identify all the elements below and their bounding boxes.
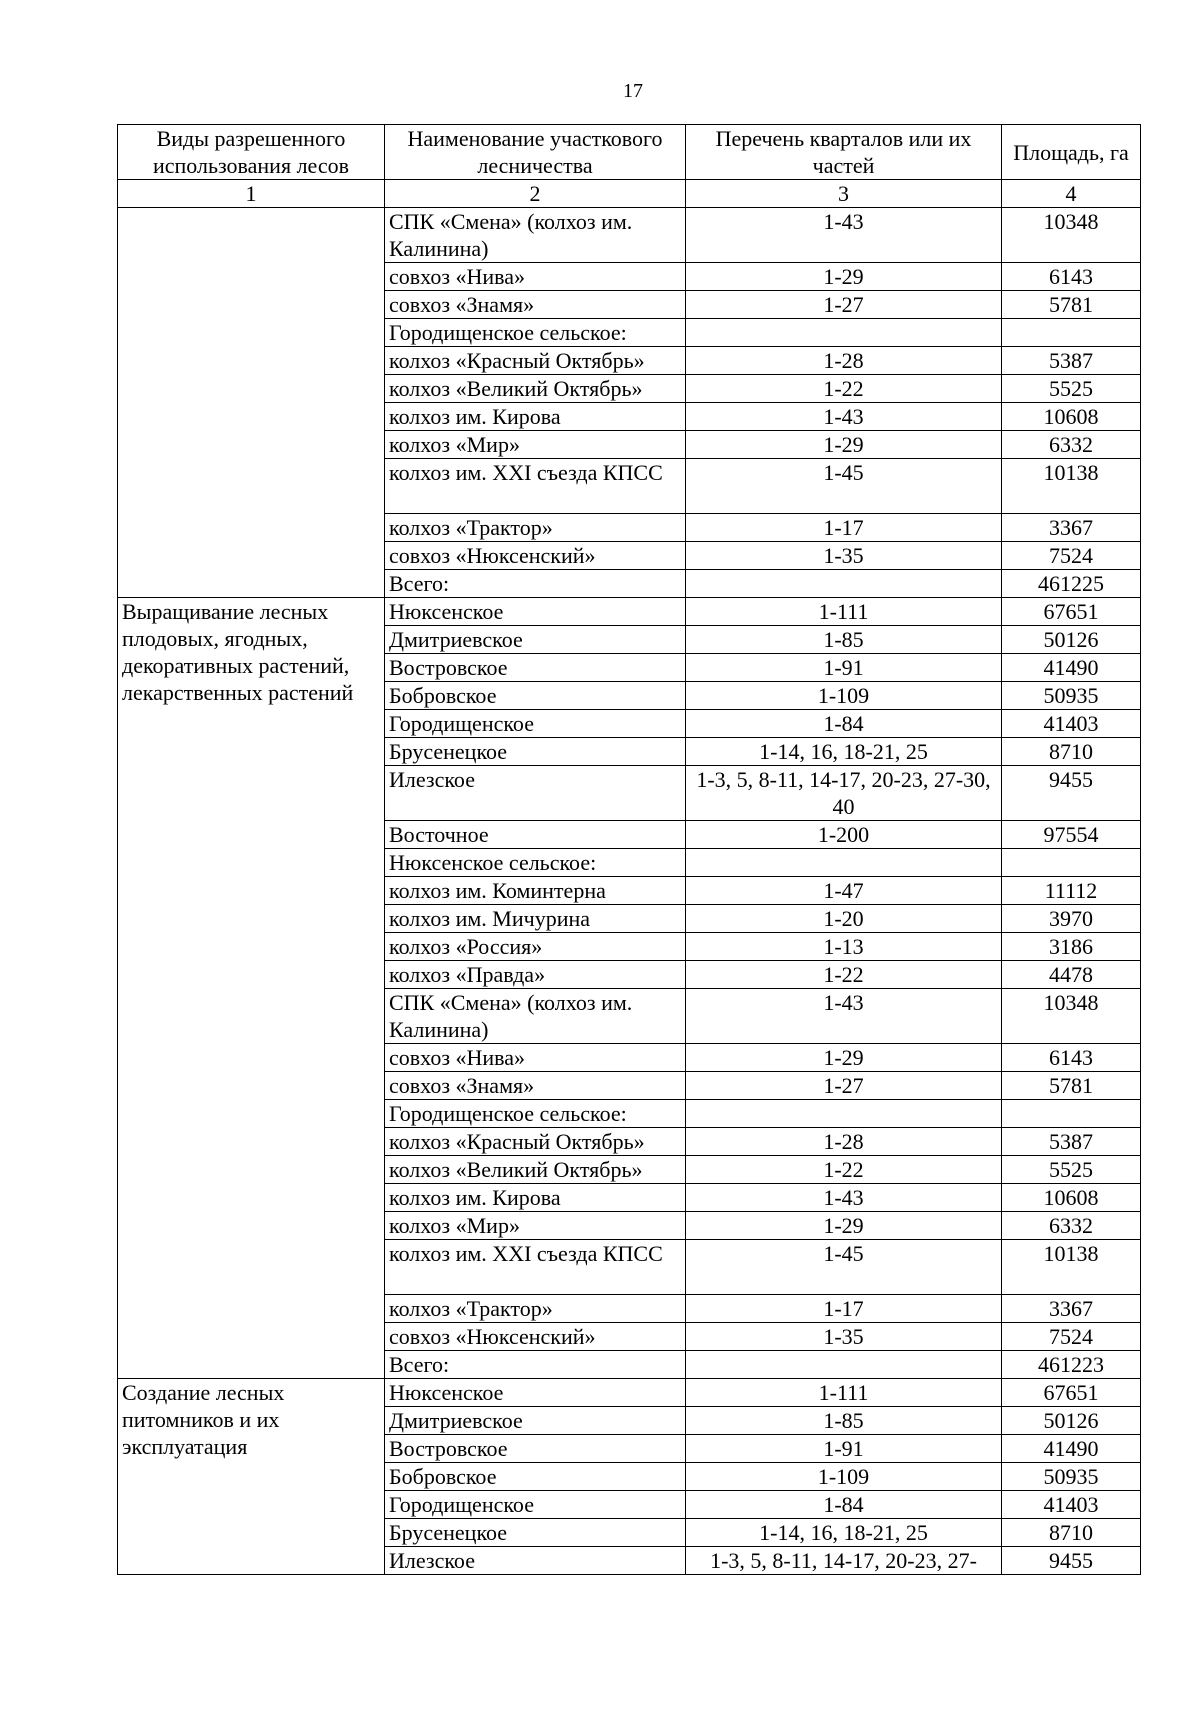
forestry-name-cell: Городищенское сельское: bbox=[385, 319, 686, 347]
quarters-cell: 1-84 bbox=[686, 710, 1002, 738]
area-cell bbox=[1002, 319, 1141, 347]
area-cell: 10348 bbox=[1002, 208, 1141, 263]
quarters-cell: 1-17 bbox=[686, 1295, 1002, 1323]
quarters-cell: 1-20 bbox=[686, 905, 1002, 933]
area-cell: 6332 bbox=[1002, 1212, 1141, 1240]
quarters-cell: 1-22 bbox=[686, 961, 1002, 989]
forestry-name-cell: Нюксенское bbox=[385, 1379, 686, 1407]
forestry-name-cell: Городищенское сельское: bbox=[385, 1100, 686, 1128]
forestry-name-cell: колхоз им. Кирова bbox=[385, 403, 686, 431]
column-number: 3 bbox=[686, 180, 1002, 208]
area-cell: 6143 bbox=[1002, 1044, 1141, 1072]
quarters-cell: 1-27 bbox=[686, 291, 1002, 319]
quarters-cell: 1-35 bbox=[686, 1323, 1002, 1351]
area-cell: 8710 bbox=[1002, 738, 1141, 766]
area-cell: 3186 bbox=[1002, 933, 1141, 961]
forestry-name-cell: совхоз «Нива» bbox=[385, 1044, 686, 1072]
forestry-name-cell: совхоз «Знамя» bbox=[385, 1072, 686, 1100]
area-cell: 6332 bbox=[1002, 431, 1141, 459]
quarters-cell: 1-17 bbox=[686, 514, 1002, 542]
forestry-name-cell: совхоз «Знамя» bbox=[385, 291, 686, 319]
forestry-name-cell: колхоз «Россия» bbox=[385, 933, 686, 961]
area-cell: 5387 bbox=[1002, 1128, 1141, 1156]
area-cell: 8710 bbox=[1002, 1519, 1141, 1547]
quarters-cell: 1-29 bbox=[686, 263, 1002, 291]
area-cell: 5781 bbox=[1002, 291, 1141, 319]
forestry-name-cell: колхоз «Трактор» bbox=[385, 1295, 686, 1323]
forestry-name-cell: Востровское bbox=[385, 1435, 686, 1463]
quarters-cell: 1-43 bbox=[686, 1184, 1002, 1212]
header-cell-use: Виды разрешенного использования лесов bbox=[118, 125, 385, 180]
quarters-cell: 1-91 bbox=[686, 1435, 1002, 1463]
area-cell: 50126 bbox=[1002, 626, 1141, 654]
area-cell: 41490 bbox=[1002, 1435, 1141, 1463]
quarters-cell: 1-43 bbox=[686, 403, 1002, 431]
area-cell: 10138 bbox=[1002, 459, 1141, 514]
page-number: 17 bbox=[623, 80, 643, 102]
forestry-name-cell: Востровское bbox=[385, 654, 686, 682]
quarters-cell: 1-111 bbox=[686, 1379, 1002, 1407]
header-row bbox=[118, 125, 1141, 180]
area-cell: 10348 bbox=[1002, 989, 1141, 1044]
forestry-name-cell: Илезское bbox=[385, 1547, 686, 1575]
table-row bbox=[118, 208, 1141, 263]
forestry-name-cell: колхоз им. Мичурина bbox=[385, 905, 686, 933]
quarters-cell: 1-29 bbox=[686, 431, 1002, 459]
forestry-name-cell: Брусенецкое bbox=[385, 738, 686, 766]
forestry-name-cell: совхоз «Нюксенский» bbox=[385, 542, 686, 570]
quarters-cell: 1-43 bbox=[686, 208, 1002, 263]
quarters-cell: 1-43 bbox=[686, 989, 1002, 1044]
forestry-name-cell: СПК «Смена» (колхоз им. Калинина) bbox=[385, 208, 686, 263]
quarters-cell bbox=[686, 319, 1002, 347]
quarters-cell bbox=[686, 570, 1002, 598]
quarters-cell: 1-27 bbox=[686, 1072, 1002, 1100]
forestry-name-cell: колхоз им. XXI съезда КПСС bbox=[385, 1240, 686, 1295]
quarters-cell: 1-200 bbox=[686, 821, 1002, 849]
area-cell: 4478 bbox=[1002, 961, 1141, 989]
forestry-name-cell: Всего: bbox=[385, 1351, 686, 1379]
area-cell: 50126 bbox=[1002, 1407, 1141, 1435]
area-cell: 5525 bbox=[1002, 375, 1141, 403]
area-cell: 97554 bbox=[1002, 821, 1141, 849]
quarters-cell: 1-28 bbox=[686, 1128, 1002, 1156]
forestry-name-cell: Городищенское bbox=[385, 1491, 686, 1519]
column-number: 2 bbox=[385, 180, 686, 208]
quarters-cell: 1-85 bbox=[686, 626, 1002, 654]
forestry-name-cell: колхоз «Мир» bbox=[385, 1212, 686, 1240]
area-cell: 9455 bbox=[1002, 766, 1141, 821]
quarters-cell: 1-29 bbox=[686, 1044, 1002, 1072]
use-type-cell: Создание лесных питомников и их эксплуатация bbox=[118, 1379, 385, 1575]
area-cell: 7524 bbox=[1002, 542, 1141, 570]
forestry-name-cell: Брусенецкое bbox=[385, 1519, 686, 1547]
quarters-cell: 1-45 bbox=[686, 459, 1002, 514]
area-cell: 10138 bbox=[1002, 1240, 1141, 1295]
use-type-cell: Выращивание лесных плодовых, ягодных, декоративных растений, лекарственных растений bbox=[118, 598, 385, 1379]
table-row bbox=[118, 1379, 1141, 1407]
quarters-cell bbox=[686, 1100, 1002, 1128]
area-cell: 9455 bbox=[1002, 1547, 1141, 1575]
forestry-name-cell: совхоз «Нива» bbox=[385, 263, 686, 291]
area-cell: 3367 bbox=[1002, 514, 1141, 542]
quarters-cell: 1-91 bbox=[686, 654, 1002, 682]
header-cell-area: Площадь, га bbox=[1002, 125, 1141, 180]
quarters-cell: 1-109 bbox=[686, 682, 1002, 710]
area-cell bbox=[1002, 849, 1141, 877]
forestry-name-cell: колхоз «Мир» bbox=[385, 431, 686, 459]
forestry-name-cell: колхоз «Красный Октябрь» bbox=[385, 347, 686, 375]
forestry-name-cell: колхоз им. Коминтерна bbox=[385, 877, 686, 905]
forestry-name-cell: Дмитриевское bbox=[385, 626, 686, 654]
quarters-cell bbox=[686, 849, 1002, 877]
forestry-name-cell: СПК «Смена» (колхоз им. Калинина) bbox=[385, 989, 686, 1044]
forestry-name-cell: Нюксенское bbox=[385, 598, 686, 626]
forestry-name-cell: Илезское bbox=[385, 766, 686, 821]
area-cell: 41403 bbox=[1002, 710, 1141, 738]
header-cell-forestry: Наименование участкового лесничества bbox=[385, 125, 686, 180]
quarters-cell bbox=[686, 1351, 1002, 1379]
forestry-name-cell: колхоз «Правда» bbox=[385, 961, 686, 989]
forest-use-table bbox=[117, 124, 1141, 1575]
area-cell: 5781 bbox=[1002, 1072, 1141, 1100]
forestry-name-cell: Городищенское bbox=[385, 710, 686, 738]
area-cell: 10608 bbox=[1002, 1184, 1141, 1212]
forestry-name-cell: колхоз «Великий Октябрь» bbox=[385, 1156, 686, 1184]
area-cell: 3970 bbox=[1002, 905, 1141, 933]
forestry-name-cell: Восточное bbox=[385, 821, 686, 849]
area-cell: 11112 bbox=[1002, 877, 1141, 905]
area-cell: 41490 bbox=[1002, 654, 1141, 682]
quarters-cell: 1-14, 16, 18-21, 25 bbox=[686, 738, 1002, 766]
area-cell: 5525 bbox=[1002, 1156, 1141, 1184]
quarters-cell: 1-85 bbox=[686, 1407, 1002, 1435]
area-cell: 41403 bbox=[1002, 1491, 1141, 1519]
quarters-cell: 1-13 bbox=[686, 933, 1002, 961]
area-cell: 461225 bbox=[1002, 570, 1141, 598]
area-cell: 50935 bbox=[1002, 1463, 1141, 1491]
column-number: 4 bbox=[1002, 180, 1141, 208]
quarters-cell: 1-35 bbox=[686, 542, 1002, 570]
forestry-name-cell: Дмитриевское bbox=[385, 1407, 686, 1435]
table-row bbox=[118, 598, 1141, 626]
forestry-name-cell: совхоз «Нюксенский» bbox=[385, 1323, 686, 1351]
quarters-cell: 1-3, 5, 8-11, 14-17, 20-23, 27-30, 40 bbox=[686, 766, 1002, 821]
quarters-cell: 1-47 bbox=[686, 877, 1002, 905]
area-cell: 3367 bbox=[1002, 1295, 1141, 1323]
header-cell-quarters: Перечень кварталов или их частей bbox=[686, 125, 1002, 180]
quarters-cell: 1-45 bbox=[686, 1240, 1002, 1295]
quarters-cell: 1-111 bbox=[686, 598, 1002, 626]
area-cell: 67651 bbox=[1002, 1379, 1141, 1407]
column-number: 1 bbox=[118, 180, 385, 208]
forestry-name-cell: Всего: bbox=[385, 570, 686, 598]
quarters-cell: 1-22 bbox=[686, 1156, 1002, 1184]
quarters-cell: 1-28 bbox=[686, 347, 1002, 375]
area-cell: 50935 bbox=[1002, 682, 1141, 710]
area-cell: 5387 bbox=[1002, 347, 1141, 375]
quarters-cell: 1-84 bbox=[686, 1491, 1002, 1519]
use-type-cell bbox=[118, 208, 385, 598]
forestry-name-cell: колхоз им. XXI съезда КПСС bbox=[385, 459, 686, 514]
quarters-cell: 1-3, 5, 8-11, 14-17, 20-23, 27- bbox=[686, 1547, 1002, 1575]
area-cell: 67651 bbox=[1002, 598, 1141, 626]
forestry-name-cell: Бобровское bbox=[385, 682, 686, 710]
forestry-name-cell: Бобровское bbox=[385, 1463, 686, 1491]
area-cell: 6143 bbox=[1002, 263, 1141, 291]
forestry-name-cell: колхоз «Трактор» bbox=[385, 514, 686, 542]
column-number-row bbox=[118, 180, 1141, 208]
quarters-cell: 1-14, 16, 18-21, 25 bbox=[686, 1519, 1002, 1547]
forestry-name-cell: Нюксенское сельское: bbox=[385, 849, 686, 877]
area-cell bbox=[1002, 1100, 1141, 1128]
quarters-cell: 1-29 bbox=[686, 1212, 1002, 1240]
forestry-name-cell: колхоз им. Кирова bbox=[385, 1184, 686, 1212]
quarters-cell: 1-22 bbox=[686, 375, 1002, 403]
area-cell: 10608 bbox=[1002, 403, 1141, 431]
forestry-name-cell: колхоз «Красный Октябрь» bbox=[385, 1128, 686, 1156]
forestry-name-cell: колхоз «Великий Октябрь» bbox=[385, 375, 686, 403]
area-cell: 7524 bbox=[1002, 1323, 1141, 1351]
quarters-cell: 1-109 bbox=[686, 1463, 1002, 1491]
area-cell: 461223 bbox=[1002, 1351, 1141, 1379]
